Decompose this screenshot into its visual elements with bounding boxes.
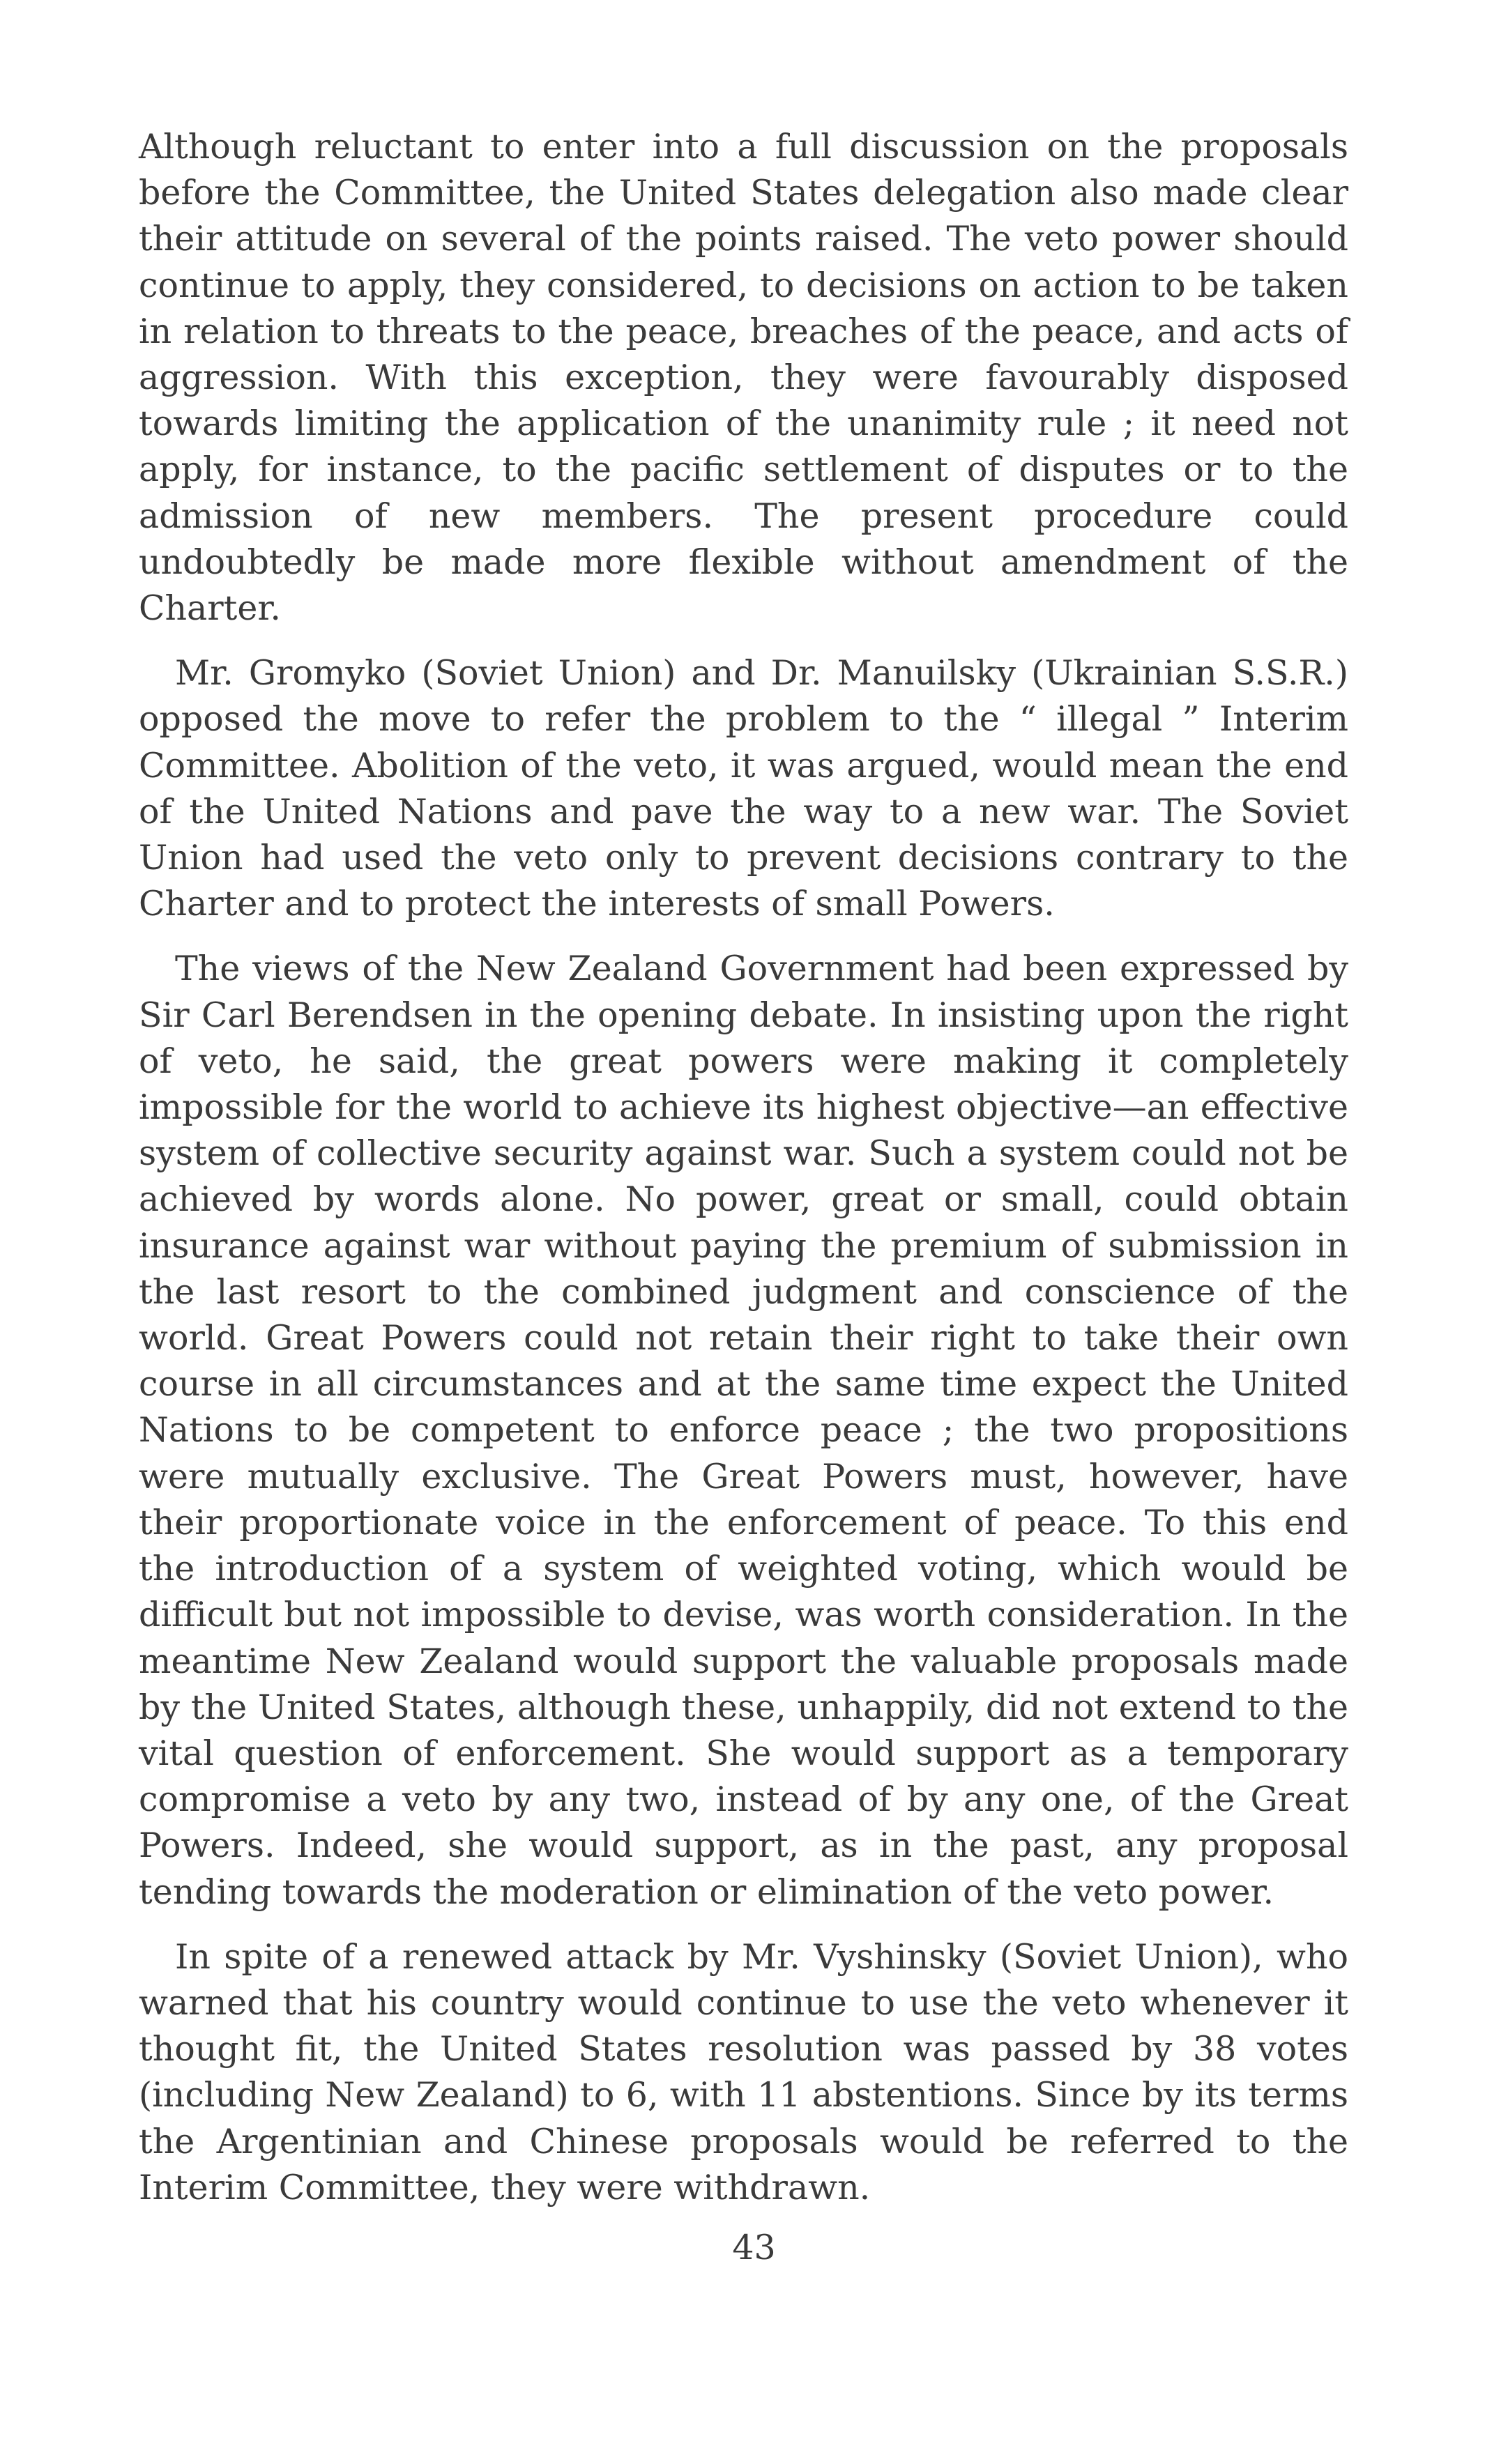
paragraph-new-zealand-views: The views of the New Zealand Government had been expressed by Sir Carl Berendsen in the opening debate. In insisting upon the right of veto, he said, the great powers were making it completely impossible for the world to achieve its highest objective—an effective system of collective security against war. Such a system could not be achieved by words alone. No power, great or small, could obtain insurance against war without paying the premium of submission in the last resort to the combined judgment and conscience of the world. Great Powers could not retain their right to take their own course in all circumstances and at the same time expect the United Nations to be competent to enforce peace ; the two propositions were mutually exclusive. The Great Powers must, however, have their proportionate voice in the enforcement of peace. To this end the introduction of a system of weighted voting, which would be difficult but not impossible to devise, was worth consideration. In the meantime New Zealand would support the valuable proposals made by the United States, although these, unhappily, did not extend to the vital question of enforcement. She would support as a temporary compromise a veto by any two, instead of by any one, of the Great Powers. Indeed, she would support, as in the past, any proposal tending towards the moderation or elimination of the veto power. xyxy=(139,949,1348,1912)
paragraph-resolution-passed: In spite of a renewed attack by Mr. Vyshinsky (Soviet Union), who warned that his country would continue to use the veto whenever it thought fit, the United States resolution was passed by 38 votes (including New Zealand) to 6, with 11 abstentions. Since by its terms the Argentinian and Chinese proposals would be referred to the Interim Committee, they were withdrawn. xyxy=(139,1936,1348,2207)
paragraph-soviet-opposition: Mr. Gromyko (Soviet Union) and Dr. Manuilsky (Ukrainian S.S.R.) opposed the move to refer the problem to the “ illegal ” Interim Committee. Abolition of the veto, it was argued, would mean the end of the United Nations and pave the way to a new war. The Soviet Union had used the veto only to prevent decisions contrary to the Charter and to protect the interests of small Powers. xyxy=(139,653,1348,924)
body-text xyxy=(139,124,1348,2230)
paragraph-us-delegation: Although reluctant to enter into a full discussion on the proposals before the Committee, the United States delegation also made clear their attitude on several of the points raised. The veto power should continue to apply, they considered, to decisions on action to be taken in relation to threats to the peace, breaches of the peace, and acts of aggression. With this exception, they were favourably disposed towards limiting the application of the unanimity rule ; it need not apply, for instance, to the pacific settlement of disputes or to the admission of new members. The present procedure could undoubtedly be made more flexible without amendment of the Charter. xyxy=(139,127,1348,629)
page-number: 43 xyxy=(732,2228,776,2267)
